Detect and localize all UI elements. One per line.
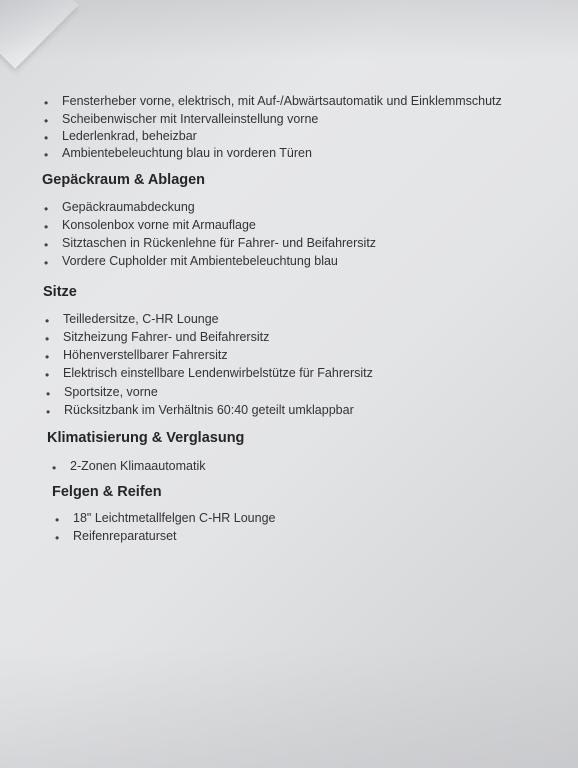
- list-item: Vordere Cupholder mit Ambientebeleuchtung blau: [62, 254, 338, 268]
- list-item: Sitzheizung Fahrer- und Beifahrersitz: [63, 330, 270, 344]
- list-item: Reifenreparaturset: [73, 529, 177, 543]
- section-heading: Felgen & Reifen: [52, 484, 162, 500]
- bullet-icon: •: [45, 314, 50, 328]
- section-heading: Klimatisierung & Verglasung: [47, 430, 245, 446]
- list-item: Scheibenwischer mit Intervalleinstellung vorne: [62, 112, 319, 126]
- list-item: 2-Zonen Klimaautomatik: [70, 459, 206, 473]
- list-item: Lederlenkrad, beheizbar: [62, 129, 197, 143]
- bottom-shadow: [0, 648, 578, 768]
- bullet-icon: •: [55, 531, 60, 545]
- list-item: Sportsitze, vorne: [64, 385, 158, 399]
- list-item: Konsolenbox vorne mit Armauflage: [62, 218, 256, 232]
- bullet-icon: •: [52, 461, 57, 475]
- section-heading: Gepäckraum & Ablagen: [42, 172, 206, 188]
- bullet-icon: •: [44, 238, 49, 252]
- bullet-icon: •: [44, 148, 49, 162]
- section-heading: Sitze: [43, 284, 77, 300]
- list-item: Sitztaschen in Rückenlehne für Fahrer- und Beifahrersitz: [62, 236, 377, 250]
- bullet-icon: •: [44, 114, 49, 128]
- bullet-icon: •: [44, 96, 49, 110]
- list-item: Elektrisch einstellbare Lendenwirbelstütze für Fahrersitz: [63, 366, 373, 380]
- list-item: Ambientebeleuchtung blau in vorderen Türen: [62, 146, 312, 160]
- bullet-icon: •: [44, 220, 49, 234]
- folded-corner: [0, 0, 79, 69]
- list-item: Fensterheber vorne, elektrisch, mit Auf-/Abwärtsautomatik und Einklemmschutz: [62, 94, 502, 108]
- bullet-icon: •: [46, 405, 51, 419]
- bullet-icon: •: [46, 387, 51, 401]
- list-item: Höhenverstellbarer Fahrersitz: [63, 348, 228, 362]
- list-item: Teilledersitze, C-HR Lounge: [63, 312, 219, 326]
- top-shadow: [0, 0, 578, 60]
- bullet-icon: •: [45, 332, 50, 346]
- bullet-icon: •: [44, 202, 49, 216]
- list-item: Gepäckraumabdeckung: [62, 200, 195, 214]
- bullet-icon: •: [45, 350, 50, 364]
- bullet-icon: •: [44, 256, 49, 270]
- bullet-icon: •: [44, 131, 49, 145]
- bullet-icon: •: [45, 368, 50, 382]
- list-item: Rücksitzbank im Verhältnis 60:40 geteilt umklappbar: [64, 403, 354, 417]
- list-item: 18" Leichtmetallfelgen C-HR Lounge: [73, 511, 276, 525]
- bullet-icon: •: [55, 513, 60, 527]
